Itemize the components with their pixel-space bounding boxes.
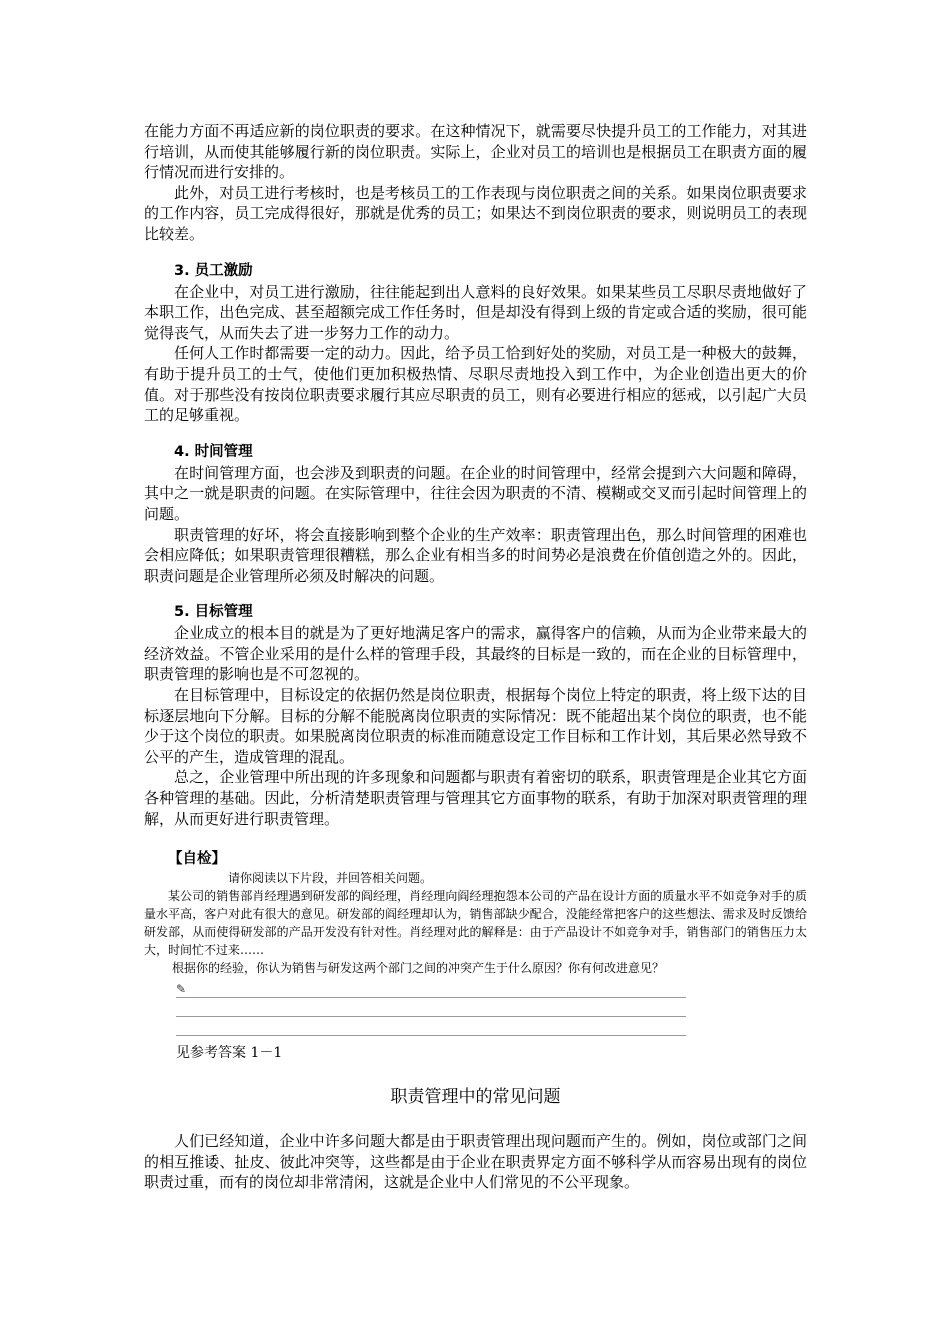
self-check-body — [144, 869, 807, 977]
paragraph: 在目标管理中，目标设定的依据仍然是岗位职责，根据每个岗位上特定的职责，将上级下达的目标逐层地向下分解。目标的分解不能脱离岗位职责的实际情况：既不能超出某个岗位的职责，也不能少于这个岗位的职责。如果脱离岗位职责的标准而随意设定工作目标和工作计划，其后果必然导致不公平的产生，造成管理的混乱。 — [144, 686, 807, 766]
answer-line — [176, 998, 686, 1017]
paragraph: 在能力方面不再适应新的岗位职责的要求。在这种情况下，就需要尽快提升员工的工作能力，对其进行培训，从而使其能够履行新的岗位职责。实际上，企业对员工的培训也是根据员工在职责方面的履行情况而进行安排的。 — [144, 122, 807, 182]
section-title: 职责管理中的常见问题 — [390, 1087, 561, 1108]
paragraph: 任何人工作时都需要一定的动力。因此，给予员工恰到好处的奖励，对员工是一种极大的鼓舞，有助于提升员工的士气，使他们更加积极热情、尽职尽责地投入到工作中，为企业创造出更大的价值。对于那些没有按岗位职责要求履行其应尽职责的员工，则有必要进行相应的惩戒，以引起广大员工的足够重视。 — [144, 344, 807, 425]
reference-answer-note: 见参考答案 1－1 — [176, 1045, 283, 1062]
paragraph: 人们已经知道，企业中许多问题大都是由于职责管理出现问题而产生的。例如，岗位或部门之间的相互推诿、扯皮、彼此冲突等，这些都是由于企业在职责界定方面不够科学从而容易出现有的岗位职责过重，而有的岗位却非常清闲，这就是企业中人们常见的不公平现象。 — [144, 1132, 807, 1192]
pencil-icon: ✎ — [176, 982, 187, 997]
paragraph: 总之，企业管理中所出现的许多现象和问题都与职责有着密切的联系，职责管理是企业其它方面各种管理的基础。因此，分析清楚职责管理与管理其它方面事物的联系，有助于加深对职责管理的理解，从而更好进行职责管理。 — [144, 768, 807, 828]
answer-area — [176, 979, 686, 1036]
self-check-case: 某公司的销售部肖经理遇到研发部的阎经理，肖经理向阎经理抱怨本公司的产品在设计方面的质量水平不如竞争对手的质量水平高，客户对此有很大的意见。研发部的阎经理却认为，销售部缺少配合，没能经常把客户的这些想法、需求及时反馈给研发部，从而使得研发部的产品开发没有针对性。肖经理对此的解释是：由于产品设计不如竞争对手，销售部门的销售压力太大，时间忙不过来…… — [144, 889, 807, 958]
paragraph: 此外，对员工进行考核时，也是考核员工的工作表现与岗位职责之间的关系。如果岗位职责要求的工作内容，员工完成得很好，那就是优秀的员工；如果达不到岗位职责的要求，则说明员工的表现比较差。 — [144, 183, 807, 243]
self-check-box — [144, 849, 807, 1063]
self-check-heading: 【自检】 — [168, 851, 226, 868]
page-content — [144, 121, 807, 1193]
section-heading-employee-incentive: 3. 员工激励 — [174, 262, 253, 279]
self-check-question: 根据你的经验，你认为销售与研发这两个部门之间的冲突产生于什么原因？你有何改进意见？ — [172, 961, 665, 976]
section-heading-time-management: 4. 时间管理 — [174, 443, 253, 460]
self-check-instruction: 请你阅读以下片段，并回答相关问题。 — [228, 871, 433, 886]
answer-line — [176, 1017, 686, 1036]
paragraph: 在时间管理方面，也会涉及到职责的问题。在企业的时间管理中，经常会提到六大问题和障碍，其中之一就是职责的问题。在实际管理中，往往会因为职责的不清、模糊或交叉而引起时间管理上的问题。 — [144, 463, 807, 523]
section-heading-goal-management: 5. 目标管理 — [174, 604, 253, 621]
paragraph: 企业成立的根本目的就是为了更好地满足客户的需求，赢得客户的信赖，从而为企业带来最大的经济效益。不管企业采用的是什么样的管理手段，其最终的目标是一致的，而在企业的目标管理中，职责管理的影响也是不可忽视的。 — [144, 624, 807, 684]
paragraph: 在企业中，对员工进行激励，往往能起到出人意料的良好效果。如果某些员工尽职尽责地做好了本职工作，出色完成、甚至超额完成工作任务时，但是却没有得到上级的肯定或合适的奖励，很可能觉得丧气，从而失去了进一步努力工作的动力。 — [144, 282, 807, 342]
paragraph: 职责管理的好坏，将会直接影响到整个企业的生产效率：职责管理出色，那么时间管理的困难也会相应降低；如果职责管理很糟糕，那么企业有相当多的时间势必是浪费在价值创造之外的。因此，职责问题是企业管理所必须及时解决的问题。 — [144, 525, 807, 585]
answer-line — [176, 979, 686, 998]
